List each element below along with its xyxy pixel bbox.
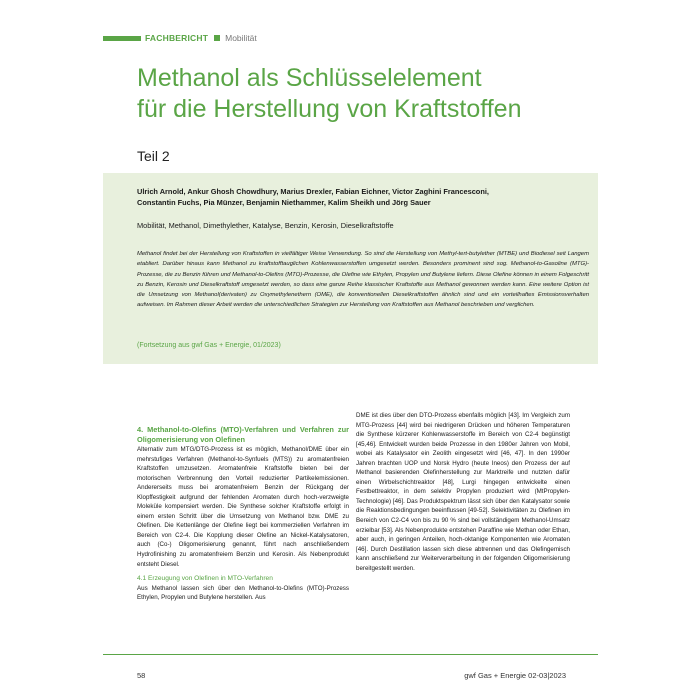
article-title: [137, 63, 617, 125]
section-paragraph-2: Aus Methanol lassen sich über den Methanol-to-Olefins (MTO)-Prozess Ethylen, Propylen und Butylene herstellen. Aus: [137, 584, 349, 602]
footer-divider: [103, 654, 598, 655]
section-heading: 4. Methanol-to-Olefins (MTO)-Verfahren und Verfahren zur Oligomerisierung von Olefinen: [137, 425, 349, 444]
header-bar: [103, 32, 257, 44]
continuation-note: (Fortsetzung aus gwf Gas + Energie, 01/2023): [137, 342, 281, 349]
title-line-2: für die Herstellung von Kraftstoffen: [137, 95, 522, 123]
category-label: FACHBERICHT: [145, 33, 209, 43]
column-left: [137, 425, 349, 603]
column-right: [356, 411, 570, 573]
part-label: Teil 2: [137, 148, 170, 164]
title-line-1: Methanol als Schlüsselelement: [137, 64, 482, 92]
section-paragraph-3: DME ist dies über den DTO-Prozess ebenfalls möglich [43]. Im Vergleich zum MTG-Prozess [44] wird bei niedrigeren Drücken und höheren Temperaturen die Synthese kürzerer Kohlenwasserstoffe im Bereich von C2-4 begünstigt [45,46]. Entwickelt wurden beide Prozesse in den 1980er Jahren von Mobil, wobei als Katalysator ein Zeolith eingesetzt wird [46, 47]. In den 1990er Jahren brachten UOP und Norsk Hydro (heute Ineos) den Prozess der auf Methanol basierenden Olefinherstellung zur Marktreife und nutzten dafür einen Wirbelschichtreaktor [48], Lurgi hingegen entwickelte einen Festbettreaktor, in dem selektiv Propylen produziert wird (MtPropylen-Technologie) [46]. Das Produktspektrum lässt sich über den Katalysator sowie die Reaktionsbedingungen beeinflussen [49-52]. Selektivitäten zu Olefinen im Bereich von C2-C4 von bis zu 90 % sind bei vollständigem Methanol-Umsatz erzielbar [53]. Als Nebenprodukte entstehen Paraffine wie Methan oder Ethan, aber auch, in geringen Anteilen, hoch-oktanige Komponenten wie Aromaten [46]. Durch Destillation lassen sich diese abtrennen und das Olefingemisch kann anschließend zur Weiterverarbeitung in der folgenden Oligomerisierung bereitgestellt werden.: [356, 412, 570, 572]
authors-line-1: Ulrich Arnold, Ankur Ghosh Chowdhury, Marius Drexler, Fabian Eichner, Victor Zaghini Francesconi,: [137, 187, 489, 196]
journal-footer: gwf Gas + Energie 02-03|2023: [464, 671, 566, 680]
authors-line-2: Constantin Fuchs, Pia Münzer, Benjamin Niethammer, Kalim Sheikh und Jörg Sauer: [137, 198, 431, 207]
page-number: 58: [137, 671, 146, 680]
square-bullet-icon: [214, 35, 220, 41]
section-paragraph-1: Alternativ zum MTG/DTG-Prozess ist es möglich, Methanol/DME über ein mehrstufiges Verfahren (Methanol-to-Synfuels (MTS)) zu aromatenfreien Kraftstoffen umzusetzen. Aromatenfreie Kraftstoffe bieten bei der motorischen Verbrennung den Vorteil reduzierter Partikelemissionen. Andererseits muss bei aromatenfreiem Benzin der Rückgang der Klopffestigkeit aufgrund der fehlenden Aromaten durch hoch-verzweigte Moleküle kompensiert werden. Die Synthese solcher Kraftstoffe erfolgt in einem ersten Schritt über die Umsetzung von Methanol bzw. DME zu Olefinen. Die Kettenlänge der Olefine liegt bei kommerziellen Verfahren im Bereich von C2-4. Die Kopplung dieser Olefine an Nickel-Katalysatoren, auch (Co-) Oligomerisierung genannt, führt nach anschließendem Hydrofinishing zu aromatenfreiem Benzin und Kerosin. Als Nebenprodukt entsteht Diesel.: [137, 446, 349, 568]
keywords: Mobilität, Methanol, Dimethylether, Katalyse, Benzin, Kerosin, Dieselkraftstoffe: [137, 221, 394, 230]
subsection-heading: 4.1 Erzeugung von Olefinen in MTO-Verfahren: [137, 575, 273, 583]
authors: [137, 186, 587, 208]
abstract-text: Methanol findet bei der Herstellung von Kraftstoffen in vielfältiger Weise Verwendung. So sind die Herstellung von Methyl-tert-butylether (MTBE) und Biodiesel seit Langem etabliert. Darüber hinaus kann Methanol zu kraftstofftauglichen Kohlenwasserstoffen umgesetzt werden. Besonders prominent sind sog. Methanol-to-Gasoline (MTG)-Prozesse, die zu Benzin führen und Methanol-to-Olefins (MTO)-Prozesse, die Olefine wie Ethylen, Propylen und Butylene liefern. Diese Olefine können in einem Folgeschritt zu Benzin, Kerosin und Dieselkraftstoff umgesetzt werden, so dass eine ganze Reihe klassischer Kraftstoffe aus Methanol gewonnen werden kann. Eine weitere Option ist die Umsetzung von Methanol(derivaten) zu Oxymethylenethern (OME), die konventionellen Dieselkraftstoffen ähnlich sind und ein vorteilhaftes Emissionsverhalten aufweisen. Im Rahmen dieser Arbeit werden die unterschiedlichen Strategien zur Herstellung von Kraftstoffen aus Methanol beschrieben und verglichen.: [137, 251, 589, 309]
header-accent-line: [103, 36, 141, 41]
subcategory-label: Mobilität: [225, 33, 257, 43]
